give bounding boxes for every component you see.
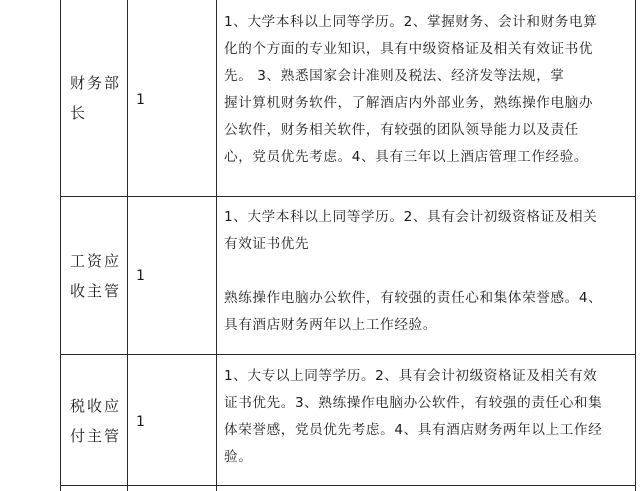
column-divider [127,0,128,491]
count-cell: 1 [136,92,146,108]
requirements-cell: 1、大专以上同等学历。2、具有会计初级资格证及相关有效 证书优先。3、熟练操作电脑办公软件，有较强的责任心和集 体荣誉感，党员优先考虑。4、具有酒店财务两年以上工作经 验。 [224,368,603,465]
position-cell: 税收应付主管 [70,397,122,445]
requirements-cell: 1、大学本科以上同等学历。2、具有会计初级资格证及相关 有效证书优先 熟练操作电脑办公软件，有较强的责任心和集体荣誉感。4、 具有酒店财务两年以上工作经验。 [224,209,603,333]
requirements-cell: 1、大学本科以上同等学历。2、掌握财务、会计和财务电算 化的个方面的专业知识，具有中级资格证及相关有效证书优 先。 3、熟悉国家会计准则及税法、经济发等法规，掌 握计算机财务软件，了解酒店内外部业务，熟练操作电脑办 公软件，财务相关软件，有较强的团队领导能力以及责任 心，党员优先考虑。4、具有三年以上酒店管理工作经验。 [224,14,598,165]
column-divider [60,0,61,491]
row-divider [60,354,636,355]
row-divider [60,485,636,486]
position-cell: 财务部长 [70,74,122,122]
position-cell: 工资应收主管 [70,252,122,300]
row-divider [60,196,636,197]
column-divider [216,0,217,491]
count-cell: 1 [136,414,146,430]
count-cell: 1 [136,268,146,284]
